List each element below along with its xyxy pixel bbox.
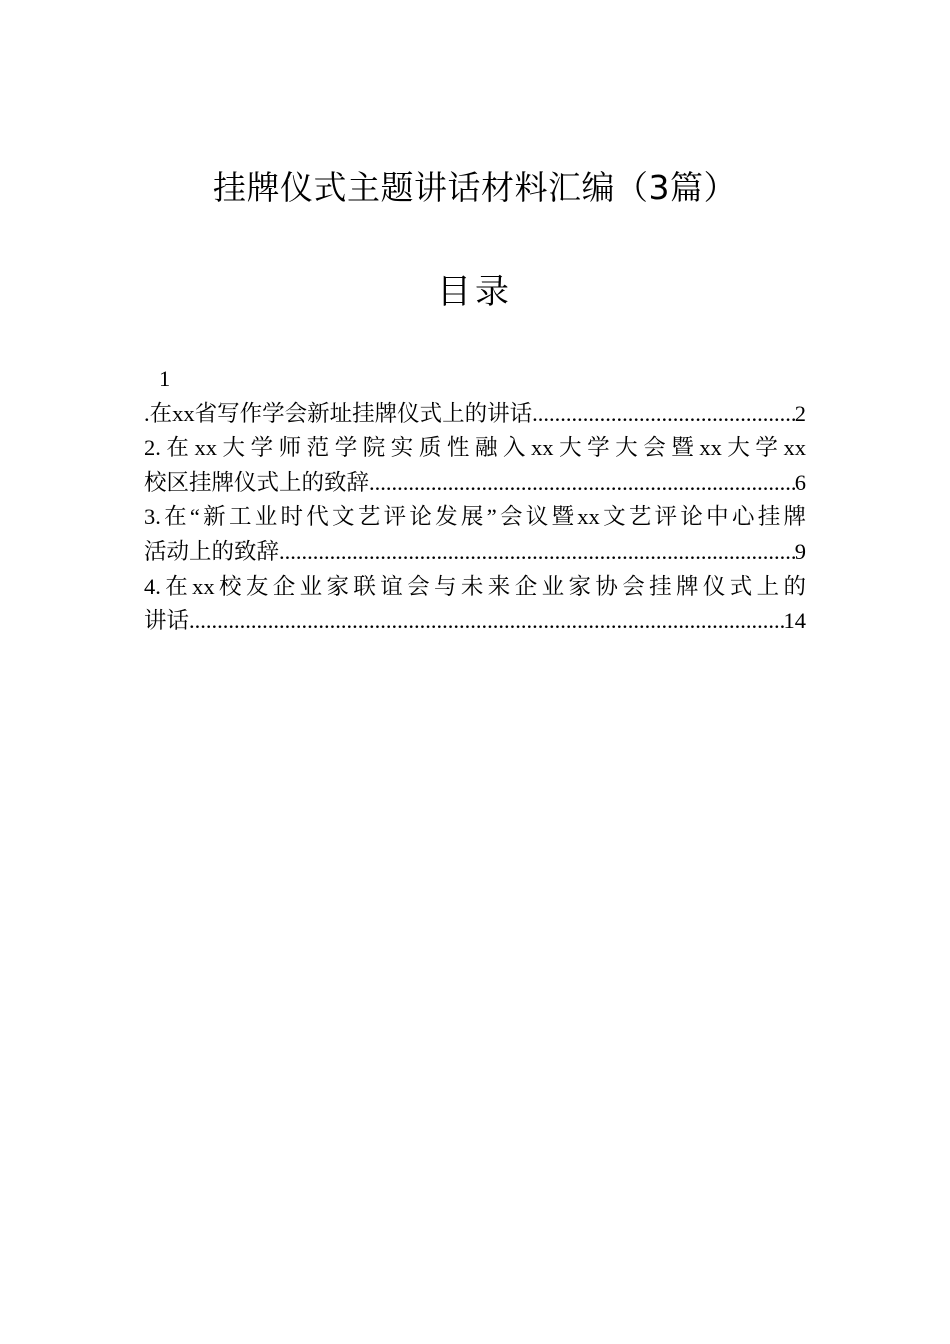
toc-entry-3-title[interactable]: 活动上的致辞 — [144, 538, 280, 564]
toc-entry-4-line1[interactable]: 4.在xx校友企业家联谊会与未来企业家协会挂牌仪式上的 — [144, 573, 806, 599]
toc-entry-2-line1[interactable]: 2.在xx大学师范学院实质性融入xx大学大会暨xx大学xx — [144, 435, 806, 461]
document-title: 挂牌仪式主题讲话材料汇编（3篇） — [213, 168, 737, 207]
toc-entry-4[interactable] — [144, 604, 806, 639]
toc-entry-1-number[interactable]: 1 — [159, 366, 171, 391]
toc-entry-1-leader — [532, 397, 795, 432]
toc-entry-1-title[interactable]: .在xx省写作学会新址挂牌仪式上的讲话 — [144, 400, 533, 426]
toc-entry-4-page[interactable]: 14 — [783, 608, 806, 634]
toc-entry-4-leader — [189, 604, 783, 639]
toc-entry-2-title[interactable]: 校区挂牌仪式上的致辞 — [144, 469, 370, 495]
toc-entry-3-page[interactable]: 9 — [794, 538, 806, 564]
toc-entry-1-page[interactable]: 2 — [794, 400, 806, 426]
toc-entry-2-page[interactable]: 6 — [794, 469, 806, 495]
toc-entry-1[interactable] — [144, 397, 806, 432]
toc-entry-4-title[interactable]: 讲话 — [144, 608, 190, 634]
toc-entry-2[interactable] — [144, 466, 806, 501]
toc-entry-3[interactable] — [144, 535, 806, 570]
table-of-contents — [144, 362, 806, 639]
toc-heading: 目录 — [437, 272, 513, 312]
toc-entry-3-line1[interactable]: 3.在“新工业时代文艺评论发展”会议暨xx文艺评论中心挂牌 — [144, 504, 806, 530]
toc-entry-3-leader — [279, 535, 795, 570]
toc-entry-2-leader — [369, 466, 795, 501]
